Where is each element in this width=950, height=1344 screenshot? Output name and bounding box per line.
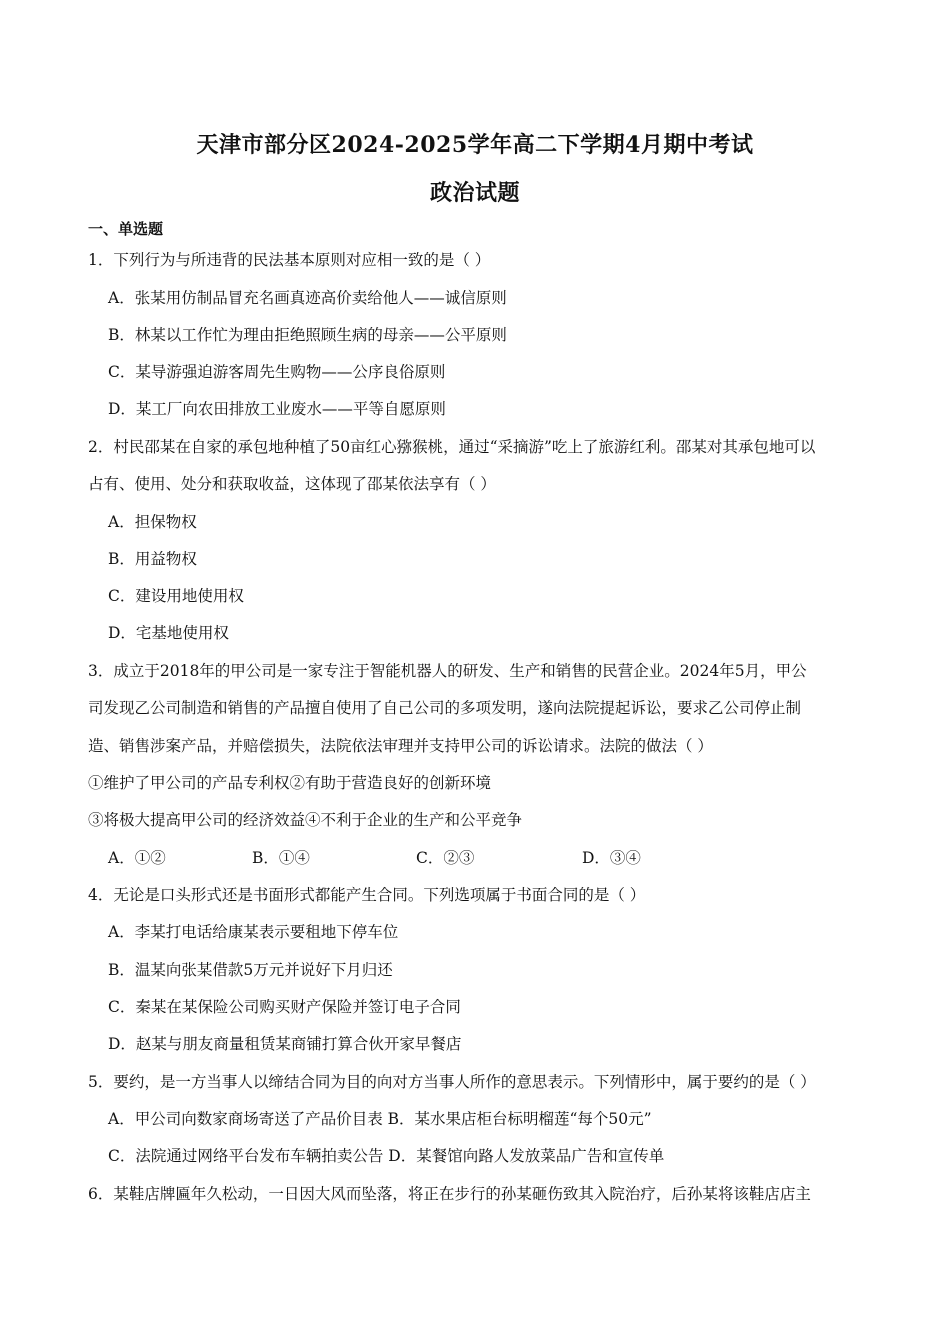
question-3-option-c: C．②③ — [416, 849, 475, 867]
question-4-option-b: B．温某向张某借款5万元并说好下月归还 — [108, 961, 393, 979]
question-4-option-d: D．赵某与朋友商量租赁某商铺打算合伙开家早餐店 — [108, 1035, 462, 1053]
question-3-stem-line-1: 3．成立于2018年的甲公司是一家专注于智能机器人的研发、生产和销售的民营企业。2024年5月，甲公 — [88, 662, 807, 680]
question-5-options-ab: A．甲公司向数家商场寄送了产品价目表 B．某水果店柜台标明榴莲“每个50元” — [108, 1110, 652, 1128]
question-3-stem-line-2: 司发现乙公司制造和销售的产品擅自使用了自己公司的多项发明，遂向法院提起诉讼，要求乙公司停止制 — [88, 699, 802, 717]
question-4-option-a: A．李某打电话给康某表示要租地下停车位 — [108, 923, 399, 941]
question-3-items-line-2: ③将极大提高甲公司的经济效益④不利于企业的生产和公平竞争 — [88, 811, 523, 829]
question-2-option-a: A．担保物权 — [108, 513, 197, 531]
document-title: 天津市部分区2024-2025学年高二下学期4月期中考试 — [196, 132, 754, 158]
question-5-stem: 5．要约，是一方当事人以缔结合同为目的向对方当事人所作的意思表示。下列情形中，属于要约的是（ ） — [88, 1073, 816, 1091]
question-2-stem-line-2: 占有、使用、处分和获取收益，这体现了邵某依法享有（ ） — [88, 475, 496, 493]
question-6-stem-line-1: 6．某鞋店牌匾年久松动，一日因大风而坠落，将正在步行的孙某砸伤致其入院治疗，后孙某将该鞋店店主 — [88, 1185, 811, 1203]
section-heading: 一、单选题 — [88, 220, 164, 238]
question-1-option-b: B．林某以工作忙为理由拒绝照顾生病的母亲——公平原则 — [108, 326, 507, 344]
question-1-option-d: D．某工厂向农田排放工业废水——平等自愿原则 — [108, 400, 446, 418]
question-4-stem: 4．无论是口头形式还是书面形式都能产生合同。下列选项属于书面合同的是（ ） — [88, 886, 646, 904]
question-2-option-b: B．用益物权 — [108, 550, 197, 568]
question-2-option-c: C．建设用地使用权 — [108, 587, 244, 605]
question-2-option-d: D．宅基地使用权 — [108, 624, 229, 642]
question-3-stem-line-3: 造、销售涉案产品，并赔偿损失，法院依法审理并支持甲公司的诉讼请求。法院的做法（ ） — [88, 737, 713, 755]
question-2-stem-line-1: 2．村民邵某在自家的承包地种植了50亩红心猕猴桃，通过“采摘游”吃上了旅游红利。邵某对其承包地可以 — [88, 438, 816, 456]
question-3-items-line-1: ①维护了甲公司的产品专利权②有助于营造良好的创新环境 — [88, 774, 492, 792]
question-4-option-c: C．秦某在某保险公司购买财产保险并签订电子合同 — [108, 998, 461, 1016]
document-subtitle: 政治试题 — [429, 180, 520, 206]
question-1-stem: 1．下列行为与所违背的民法基本原则对应相一致的是（ ） — [88, 251, 491, 269]
question-3-option-a: A．①② — [108, 849, 166, 867]
question-1-option-a: A．张某用仿制品冒充名画真迹高价卖给他人——诚信原则 — [108, 289, 507, 307]
question-3-option-b: B．①④ — [252, 849, 310, 867]
question-5-options-cd: C．法院通过网络平台发布车辆拍卖公告 D．某餐馆向路人发放菜品广告和宣传单 — [108, 1147, 665, 1165]
question-3-option-d: D．③④ — [582, 849, 641, 867]
question-1-option-c: C．某导游强迫游客周先生购物——公序良俗原则 — [108, 363, 446, 381]
